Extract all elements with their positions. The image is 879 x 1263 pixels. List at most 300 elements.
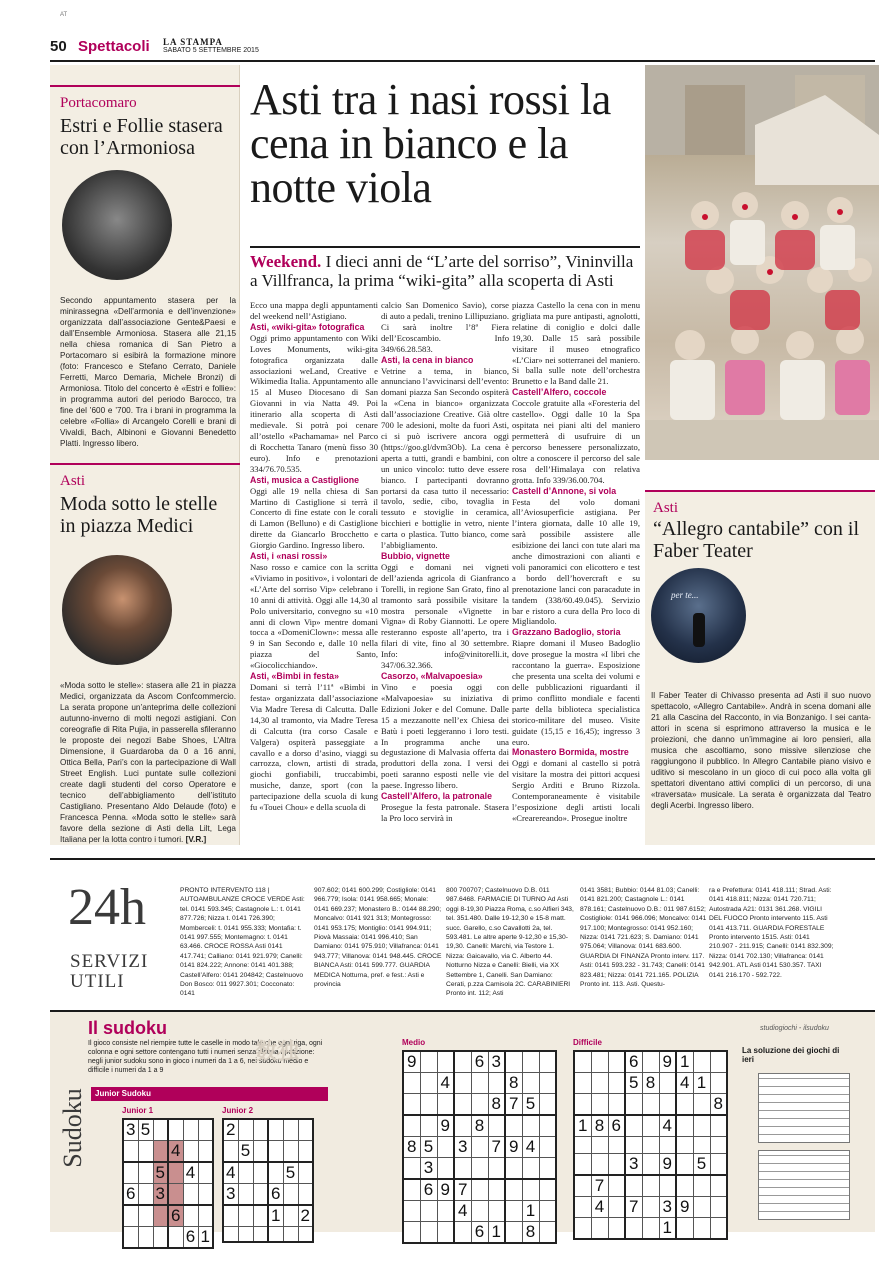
sudoku-cell[interactable]: 6 — [608, 1115, 625, 1137]
junior-sudoku-bar: Junior Sudoku — [91, 1087, 328, 1101]
sudoku-cell[interactable] — [522, 1051, 539, 1073]
sudoku-cell[interactable] — [454, 1222, 471, 1244]
sudoku-cell[interactable] — [574, 1197, 591, 1218]
sudoku-cell[interactable] — [420, 1073, 437, 1094]
sudoku-cell[interactable] — [642, 1051, 659, 1073]
sudoku-cell[interactable]: 8 — [522, 1222, 539, 1244]
sudoku-kanji: 数独 — [255, 1039, 300, 1064]
sudoku-cell[interactable] — [591, 1137, 608, 1154]
article-headline: Asti tra i nasi rossi la cena in bianco e la notte viola — [250, 75, 611, 212]
sudoku-cell[interactable] — [223, 1141, 238, 1163]
box2-signature: [V.R.] — [185, 835, 207, 844]
sudoku-cell[interactable]: 8 — [471, 1115, 488, 1137]
sudoku-cell[interactable] — [659, 1175, 676, 1197]
sudoku-cell[interactable] — [642, 1137, 659, 1154]
sudoku-cell[interactable] — [153, 1141, 168, 1163]
sudoku-cell[interactable] — [539, 1073, 556, 1094]
sudoku-cell[interactable] — [608, 1218, 625, 1240]
sudoku-cell[interactable] — [505, 1179, 522, 1201]
sudoku-cell[interactable] — [608, 1094, 625, 1116]
sudoku-cell[interactable] — [693, 1137, 710, 1154]
sudoku-cell[interactable] — [283, 1227, 298, 1242]
sudoku-cell[interactable]: 1 — [488, 1222, 505, 1244]
sudoku-cell[interactable] — [642, 1154, 659, 1176]
sudoku-cell[interactable] — [437, 1158, 454, 1180]
sudoku-cell[interactable] — [539, 1222, 556, 1244]
sudoku-cell[interactable] — [238, 1184, 253, 1206]
sudoku-cell[interactable]: 3 — [454, 1137, 471, 1158]
sudoku-cell[interactable] — [223, 1205, 238, 1227]
sudoku-cell[interactable]: 4 — [223, 1162, 238, 1184]
sudoku-cell[interactable] — [522, 1158, 539, 1180]
article-paragraph: Ecco una mappa degli appuntamenti del weekend nell’Astigiano. — [250, 300, 378, 321]
services-label — [70, 952, 148, 992]
sudoku-cell[interactable]: 9 — [659, 1051, 676, 1073]
clown-group-photo — [645, 65, 879, 460]
sudoku-cell[interactable] — [539, 1094, 556, 1116]
sudoku-cell[interactable] — [539, 1115, 556, 1137]
sudoku-cell[interactable] — [471, 1158, 488, 1180]
sudoku-cell[interactable] — [471, 1137, 488, 1158]
sudoku-cell[interactable] — [625, 1137, 642, 1154]
left-sidebar — [50, 65, 240, 845]
sudoku-cell[interactable] — [471, 1201, 488, 1222]
sudoku-cell[interactable] — [608, 1197, 625, 1218]
sudoku-cell[interactable]: 6 — [268, 1184, 283, 1206]
sudoku-cell[interactable] — [238, 1119, 253, 1141]
sudoku-cell[interactable] — [505, 1201, 522, 1222]
sudoku-cell[interactable] — [454, 1051, 471, 1073]
sudoku-cell[interactable] — [168, 1227, 183, 1249]
sudoku-cell[interactable] — [298, 1184, 313, 1206]
sudoku-cell[interactable] — [522, 1073, 539, 1094]
sudoku-cell[interactable] — [608, 1137, 625, 1154]
sudoku-cell[interactable] — [168, 1162, 183, 1184]
sudoku-cell[interactable] — [539, 1158, 556, 1180]
sudoku-cell[interactable] — [138, 1162, 153, 1184]
sudoku-cell[interactable] — [710, 1218, 727, 1240]
issue-date: SABATO 5 SETTEMBRE 2015 — [163, 47, 259, 54]
sudoku-cell[interactable] — [298, 1141, 313, 1163]
sudoku-cell[interactable] — [693, 1197, 710, 1218]
sudoku-cell[interactable] — [574, 1094, 591, 1116]
sudoku-cell[interactable]: 5 — [153, 1162, 168, 1184]
sudoku-cell[interactable]: 1 — [693, 1073, 710, 1094]
sudoku-cell[interactable] — [223, 1227, 238, 1242]
sudoku-cell[interactable] — [138, 1184, 153, 1206]
sudoku-cell[interactable]: 5 — [420, 1137, 437, 1158]
sudoku-cell[interactable] — [123, 1205, 138, 1227]
services-24h: 24h — [68, 879, 146, 936]
sudoku-cell[interactable]: 7 — [488, 1137, 505, 1158]
sudoku-cell[interactable] — [591, 1073, 608, 1094]
sudoku-cell[interactable]: 8 — [642, 1073, 659, 1094]
sudoku-cell[interactable] — [153, 1119, 168, 1141]
article-section-heading: Grazzano Badoglio, storia — [512, 627, 621, 638]
sudoku-cell[interactable]: 6 — [471, 1222, 488, 1244]
solution-grid-difficile — [758, 1150, 850, 1220]
sudoku-cell[interactable] — [710, 1197, 727, 1218]
sudoku-cell[interactable] — [522, 1179, 539, 1201]
sudoku-cell[interactable]: 3 — [420, 1158, 437, 1180]
sudoku-cell[interactable] — [198, 1205, 213, 1227]
sudoku-cell[interactable] — [198, 1141, 213, 1163]
sudoku-cell[interactable] — [403, 1179, 420, 1201]
sudoku-cell[interactable] — [153, 1227, 168, 1249]
sudoku-cell[interactable] — [123, 1227, 138, 1249]
sudoku-cell[interactable] — [153, 1205, 168, 1227]
sudoku-cell[interactable] — [471, 1179, 488, 1201]
article-paragraph: Naso rosso e camice con la scritta «Viviamo in positivo», i volontari de «L’Arte del sorriso Vip» celebrano i 10 anni di attività. Oggi alle 14,30 al Polo universitario, convegno su «10 anni di clown Vip» mentre domani tocca a «DomeniClown»: messa alle 9 in San Secondo e, dalle 10 nella piazza del Santo, «Giocolicchiando». — [250, 562, 378, 671]
sudoku-cell[interactable] — [488, 1073, 505, 1094]
article-section-heading: Asti, «Bimbi in festa» — [250, 671, 339, 682]
sudoku-cell[interactable]: 5 — [138, 1119, 153, 1141]
sudoku-cell[interactable]: 8 — [488, 1094, 505, 1116]
sudoku-cell[interactable]: 8 — [403, 1137, 420, 1158]
sudoku-cell[interactable]: 4 — [183, 1162, 198, 1184]
stage-screen-text: per te... — [671, 590, 699, 600]
sudoku-cell[interactable] — [693, 1094, 710, 1116]
sudoku-cell[interactable] — [283, 1141, 298, 1163]
sudoku-cell[interactable] — [505, 1158, 522, 1180]
box1-headline: Estri e Follie stasera con l’Armoniosa — [60, 115, 223, 159]
sudoku-cell[interactable] — [471, 1094, 488, 1116]
sudoku-cell[interactable] — [591, 1154, 608, 1176]
sudoku-cell[interactable] — [403, 1094, 420, 1116]
sudoku-cell[interactable]: 5 — [238, 1141, 253, 1163]
page-header — [0, 0, 879, 65]
sudoku-cell[interactable]: 5 — [693, 1154, 710, 1176]
sudoku-cell[interactable] — [437, 1094, 454, 1116]
sudoku-cell[interactable] — [138, 1141, 153, 1163]
sudoku-cell[interactable] — [608, 1154, 625, 1176]
sudoku-cell[interactable] — [505, 1222, 522, 1244]
sudoku-cell[interactable] — [539, 1137, 556, 1158]
sudoku-cell[interactable] — [253, 1227, 268, 1242]
box-rule — [50, 85, 240, 87]
sudoku-cell[interactable] — [437, 1201, 454, 1222]
article-paragraph: Riapre domani il Museo Badoglio dove prosegue la mostra «I libri che raccontano la guerra». Esposizione che presenta una scelta dei volumi e delle pubblicazioni riguardanti il primo conflitto mondiale e facenti parte della biblioteca specialistica storico-militare del museo. Visite guidate (15,15 e 16,45); ingresso 3 euro. — [512, 638, 640, 747]
sudoku-cell[interactable] — [283, 1119, 298, 1141]
sudoku-cell[interactable]: 8 — [505, 1073, 522, 1094]
sudoku-cell[interactable]: 2 — [223, 1119, 238, 1141]
sudoku-cell[interactable] — [454, 1094, 471, 1116]
sudoku-cell[interactable]: 6 — [168, 1205, 183, 1227]
services-label-1: SERVIZI — [70, 951, 149, 972]
sudoku-cell[interactable] — [710, 1137, 727, 1154]
section-title: Spettacoli — [78, 38, 150, 55]
sudoku-cell[interactable] — [676, 1094, 693, 1116]
sudoku-cell[interactable] — [138, 1205, 153, 1227]
article-paragraph: Prosegue la festa patronale. Stasera la Pro loco servirà in — [381, 802, 509, 823]
services-column: 800 700707; Castelnuovo D.B. 011 987.6468. FARMACIE DI TURNO Ad Asti oggi 8-19,30 Piazza Roma, c.so Alfieri 343, tel. 351.480. Dalle 19-12,30 e 15-8 matt. succ. Garello, c.so Cavallotti 2a, tel. 593.481. Le altre aperte 9-12,30 e 15,30-19,30. Canelli: Marchi, via Testore 1. Nizza: Gaicavallo, via C. Alberto 44. Notturno Nizza e Canelli: Bielli, via XX Settembre 1, Canelli. San Damiano: Cerati, p.zza Camisola 2C. CARABINIERI Pronto int. 112; Asti — [446, 887, 574, 998]
sudoku-cell[interactable]: 9 — [676, 1197, 693, 1218]
sudoku-cell[interactable] — [403, 1073, 420, 1094]
sudoku-cell[interactable]: 9 — [659, 1154, 676, 1176]
sudoku-cell[interactable]: 7 — [625, 1197, 642, 1218]
sudoku-cell[interactable] — [420, 1051, 437, 1073]
sudoku-cell[interactable] — [625, 1115, 642, 1137]
junior1-label: Junior 1 — [122, 1106, 154, 1115]
sudoku-cell[interactable]: 1 — [574, 1115, 591, 1137]
sudoku-cell[interactable] — [710, 1115, 727, 1137]
sudoku-cell[interactable] — [574, 1073, 591, 1094]
article-column-3 — [512, 300, 640, 824]
sudoku-cell[interactable] — [253, 1184, 268, 1206]
sudoku-cell[interactable]: 6 — [471, 1051, 488, 1073]
sudoku-cell[interactable] — [454, 1158, 471, 1180]
sudoku-cell[interactable] — [710, 1051, 727, 1073]
sudoku-cell[interactable] — [253, 1205, 268, 1227]
medio-grid — [402, 1050, 557, 1244]
sudoku-cell[interactable] — [505, 1051, 522, 1073]
sudoku-cell[interactable] — [642, 1218, 659, 1240]
sudoku-cell[interactable] — [574, 1051, 591, 1073]
sudoku-cell[interactable]: 3 — [625, 1154, 642, 1176]
sudoku-cell[interactable] — [539, 1201, 556, 1222]
sudoku-cell[interactable] — [488, 1115, 505, 1137]
article-paragraph: piazza Castello la cena con in menu grigliata ma pure antipasti, agnolotti, relatine di coniglio e dolci dalle 19,30. Dalle 15 sarà possibile visitare il museo etnografico «L’Ciar» nei sotterranei del maniero. Si balla sulle note dell’orchestra Brunetto e la Band dalle 21. — [512, 300, 640, 387]
box1-body: Secondo appuntamento stasera per la minirassegna «Dell’armonia e dell’invenzione» organizzata dall’associazione Gente&Paesi e dall’Ensemble Armoniosa. Stasera alle 21,15 nella chiesa romanica di San Pietro a Portacomaro si esibirà la formazione minore (foto: Francesco e Stefano Cerrato, Daniele Ferretti, Marco Demaria, Michele Bronzi) di Armoniosa. Titolo del concerto è «Estri e follie»: in programma autori del periodo Barocco, tra fine del ’600 e ’700. Tra i brani in programma la celebre «Follia» di Arcangelo Corelli e brani di Vivaldi, Bach, Albinoni e Giovanni Benedetto Platti. Ingresso libero. — [60, 296, 236, 448]
faber-body: Il Faber Teater di Chivasso presenta ad Asti il suo nuovo spettacolo, «Allegro Cantabile». Andrà in scena domani alle 21 alla Cascina del Racconto, in via Bonzanigo. I sei canta-attori in scena si esprimono attraverso la musica e le proiezioni, che danno un’immagine ai loro pensieri, alla musica che ascoltiamo, sono missive silenziose che raggiungono il pubblico. In Allegro Cantabile piano visivo e uditivo si mescolano in un gioco di cui poco alla volta gli spettatori diventano attivi complici di un percorso, di una «traversata» musicale. La serata è organizzata dal Teatro degli Acerbi. Ingresso libero. — [651, 691, 871, 810]
sudoku-cell[interactable] — [268, 1141, 283, 1163]
junior2-label: Junior 2 — [222, 1106, 254, 1115]
sudoku-cell[interactable] — [488, 1158, 505, 1180]
sudoku-cell[interactable] — [625, 1175, 642, 1197]
sudoku-cell[interactable]: 4 — [659, 1115, 676, 1137]
sudoku-cell[interactable]: 4 — [437, 1073, 454, 1094]
services-label-2: UTILI — [70, 971, 125, 992]
sudoku-cell[interactable] — [437, 1051, 454, 1073]
sudoku-cell[interactable] — [642, 1094, 659, 1116]
sudoku-cell[interactable] — [471, 1073, 488, 1094]
box2-headline: Moda sotto le stelle in piazza Medici — [60, 493, 218, 537]
sudoku-cell[interactable] — [420, 1222, 437, 1244]
sudoku-cell[interactable] — [198, 1119, 213, 1141]
sudoku-cell[interactable]: 3 — [659, 1197, 676, 1218]
sudoku-cell[interactable] — [403, 1158, 420, 1180]
sudoku-cell[interactable] — [454, 1073, 471, 1094]
sudoku-cell[interactable] — [298, 1227, 313, 1242]
article-section-heading: Castell’Alfero, la patronale — [381, 791, 492, 802]
sudoku-cell[interactable] — [268, 1162, 283, 1184]
sudoku-cell[interactable] — [710, 1154, 727, 1176]
sudoku-cell[interactable] — [591, 1218, 608, 1240]
sudoku-cell[interactable] — [505, 1115, 522, 1137]
sudoku-cell[interactable]: 9 — [505, 1137, 522, 1158]
sudoku-cell[interactable]: 6 — [123, 1184, 138, 1206]
sudoku-cell[interactable]: 1 — [198, 1227, 213, 1249]
sudoku-cell[interactable]: 8 — [710, 1094, 727, 1116]
sudoku-cell[interactable] — [403, 1115, 420, 1137]
sudoku-cell[interactable] — [253, 1162, 268, 1184]
sudoku-cell[interactable]: 7 — [454, 1179, 471, 1201]
junior2-grid — [222, 1118, 314, 1243]
sudoku-cell[interactable]: 3 — [153, 1184, 168, 1206]
sudoku-cell[interactable]: 4 — [454, 1201, 471, 1222]
solution-label: La soluzione dei giochi di ieri — [742, 1046, 840, 1064]
sudoku-cell[interactable] — [676, 1175, 693, 1197]
box1-kicker: Portacomaro — [60, 95, 137, 111]
sudoku-cell[interactable] — [138, 1227, 153, 1249]
sudoku-credit: studiogiochi - ilsudoku — [760, 1025, 829, 1032]
sudoku-cell[interactable] — [522, 1115, 539, 1137]
sudoku-cell[interactable] — [238, 1227, 253, 1242]
sudoku-cell[interactable] — [298, 1119, 313, 1141]
subhead-kicker: Weekend. — [250, 252, 322, 271]
sudoku-cell[interactable] — [608, 1175, 625, 1197]
article-section-heading: Asti, musica a Castiglione — [250, 474, 360, 485]
sudoku-cell[interactable] — [659, 1073, 676, 1094]
sudoku-cell[interactable]: 5 — [625, 1073, 642, 1094]
sudoku-cell[interactable]: 4 — [591, 1197, 608, 1218]
box2-kicker: Asti — [60, 473, 86, 489]
newspaper-name: LA STAMPA — [163, 37, 223, 47]
sudoku-cell[interactable] — [676, 1218, 693, 1240]
sudoku-cell[interactable] — [238, 1162, 253, 1184]
sudoku-cell[interactable]: 5 — [522, 1094, 539, 1116]
edition-tag: AT — [60, 12, 68, 18]
subhead-text: I dieci anni de “L’arte del sorriso”, Vininvilla a Villfranca, la prima “wiki-gita” alla scoperta di Asti — [250, 252, 634, 290]
sudoku-cell[interactable]: 7 — [505, 1094, 522, 1116]
sudoku-cell[interactable]: 1 — [659, 1218, 676, 1240]
sudoku-cell[interactable]: 9 — [437, 1179, 454, 1201]
sudoku-cell[interactable] — [642, 1175, 659, 1197]
sudoku-cell[interactable]: 6 — [625, 1051, 642, 1073]
sudoku-cell[interactable]: 8 — [591, 1115, 608, 1137]
article-subhead — [250, 252, 640, 290]
sudoku-cell[interactable] — [676, 1115, 693, 1137]
sudoku-cell[interactable] — [283, 1184, 298, 1206]
box-rule — [50, 463, 240, 465]
sudoku-cell[interactable]: 6 — [183, 1227, 198, 1249]
sudoku-cell[interactable] — [168, 1119, 183, 1141]
sudoku-cell[interactable] — [238, 1205, 253, 1227]
sudoku-cell[interactable] — [642, 1115, 659, 1137]
article-section-heading: Bubbio, vignette — [381, 550, 450, 561]
sudoku-cell[interactable] — [676, 1154, 693, 1176]
sudoku-cell[interactable]: 9 — [403, 1051, 420, 1073]
sudoku-cell[interactable] — [420, 1115, 437, 1137]
article-paragraph: Vetrine a tema, in bianco, annunciano l’avvicinarsi dell’evento: domani piazza San Secondo ospiterà la «Cena in bianco» organizzata dall’associazione Creative. Già oltre 700 le adesioni, molte da fuori Asti, ci si può iscrivere ancora oggi (https://goo.gl/dvm3Ob). La cena è aperta a tutti, grandi e bambini, con un unico vincolo: tutto deve essere bianco. I partecipanti dovranno portarsi da casa tutto il necessario: tavolo, sedie, cibo, tovaglia in tessuto e stoviglie in ceramica, bicchieri e bottiglie in vetro, niente carta o plastica. Tutto bianco, come l’abbigliamento. — [381, 365, 509, 551]
sudoku-cell[interactable] — [574, 1137, 591, 1154]
services-column: 907.602; 0141 600.299; Costigliole: 0141 966.779; Isola: 0141 958.665; Monale: 0141 669.237; Monastero B.: 0144 88.290; Moncalvo: 0141 921 313; Montegrosso: 0141 953.175; Montiglio: 0141 994.911; Piovà Massaia: 0141 996.410; San Damiano: 0141 975.910; Villafranca: 0141 943.777; Villanova: 0141 948.445. CROCE BIANCA Asti: 0141 599.777. GUARDIA MEDICA Notturna, pref. e fest.: Asti e provincia — [314, 887, 442, 989]
sudoku-cell[interactable] — [693, 1175, 710, 1197]
sudoku-cell[interactable] — [403, 1201, 420, 1222]
sudoku-cell[interactable] — [437, 1137, 454, 1158]
sudoku-cell[interactable]: 4 — [676, 1073, 693, 1094]
photo-illustration — [645, 65, 879, 460]
sudoku-cell[interactable] — [198, 1184, 213, 1206]
sudoku-cell[interactable]: 4 — [168, 1141, 183, 1163]
article-paragraph: Coccole gratuite alla «Foresteria del castello». Oggi dalle 10 la Spa ospitata nei piani alti del maniero permetterà di usufruire di un percorso benessere personalizzato, oltre a conoscere il percorso del sale rosa dell’Himalaya con relativa grotta. Info 339/36.00.704. — [512, 398, 640, 485]
sudoku-cell[interactable]: 1 — [268, 1205, 283, 1227]
sudoku-cell[interactable]: 7 — [591, 1175, 608, 1197]
sudoku-cell[interactable]: 6 — [420, 1179, 437, 1201]
sudoku-cell[interactable] — [437, 1222, 454, 1244]
sudoku-cell[interactable] — [625, 1218, 642, 1240]
article-section-heading: Asti, i «nasi rossi» — [250, 551, 328, 562]
sudoku-cell[interactable]: 1 — [676, 1051, 693, 1073]
faber-teater-box — [645, 490, 875, 845]
sudoku-cell[interactable] — [676, 1137, 693, 1154]
sudoku-cell[interactable] — [403, 1222, 420, 1244]
sudoku-vertical-label — [58, 1048, 86, 1208]
article-section-heading: Asti, «wiki-gita» fotografica — [250, 321, 365, 332]
sudoku-cell[interactable] — [642, 1197, 659, 1218]
sudoku-cell[interactable] — [659, 1137, 676, 1154]
difficile-grid — [573, 1050, 728, 1240]
sudoku-cell[interactable]: 3 — [123, 1119, 138, 1141]
sudoku-cell[interactable] — [253, 1119, 268, 1141]
sudoku-cell[interactable] — [625, 1094, 642, 1116]
article-section-heading: Casorzo, «Malvapoesia» — [381, 671, 483, 681]
sudoku-cell[interactable] — [591, 1094, 608, 1116]
sudoku-cell[interactable] — [488, 1179, 505, 1201]
sudoku-cell[interactable] — [268, 1227, 283, 1242]
header-rule — [50, 60, 875, 62]
sudoku-cell[interactable] — [574, 1218, 591, 1240]
sudoku-cell[interactable] — [574, 1175, 591, 1197]
sudoku-cell[interactable] — [168, 1184, 183, 1206]
sudoku-cell[interactable] — [608, 1073, 625, 1094]
sudoku-cell[interactable] — [183, 1205, 198, 1227]
sudoku-rules: Il gioco consiste nel riempire tutte le caselle in modo tale che ogni riga, ogni colonna e ogni settore contengano tutti i numeri senza alcuna ripetizione: negli junior sudoku sono in gioco i numeri da 1 a 6, nei sudoku medio e difficile i numeri da 1 a 9 — [88, 1040, 323, 1074]
sudoku-cell[interactable] — [420, 1201, 437, 1222]
sudoku-cell[interactable] — [283, 1205, 298, 1227]
sudoku-cell[interactable]: 2 — [298, 1205, 313, 1227]
article-paragraph: Oggi primo appuntamento con Wiki Loves Monuments, wiki-gita fotografica organizzata dalle associazioni weLand, Creative e Wikimedia Italia. Appuntamento alle 15 al Museo Diocesano di San Giovanni in via Natta 49. Poi itinerario alla scoperta di Asti medievale. Si potrà poi cenare all’ostello «Pachamama» nel Parco di Rocchetta Tanaro (menù fisso 30 euro). Info e prenotazioni 334/76.70.535. — [250, 332, 378, 474]
sudoku-cell[interactable] — [420, 1094, 437, 1116]
sudoku-cell[interactable] — [183, 1141, 198, 1163]
sudoku-cell[interactable] — [183, 1184, 198, 1206]
sudoku-cell[interactable]: 9 — [437, 1115, 454, 1137]
sudoku-cell[interactable] — [298, 1162, 313, 1184]
sudoku-cell[interactable] — [539, 1051, 556, 1073]
faber-kicker: Asti — [653, 500, 679, 516]
sudoku-cell[interactable] — [123, 1141, 138, 1163]
sudoku-cell[interactable] — [693, 1218, 710, 1240]
sudoku-cell[interactable]: 3 — [223, 1184, 238, 1206]
sudoku-cell[interactable] — [608, 1051, 625, 1073]
sudoku-cell[interactable]: 5 — [283, 1162, 298, 1184]
sudoku-cell[interactable] — [253, 1141, 268, 1163]
sudoku-cell[interactable] — [198, 1162, 213, 1184]
sudoku-cell[interactable] — [710, 1073, 727, 1094]
sudoku-cell[interactable] — [591, 1051, 608, 1073]
difficile-label: Difficile — [573, 1038, 602, 1047]
sudoku-cell[interactable] — [183, 1119, 198, 1141]
article-section-heading: Monastero Bormida, mostre — [512, 747, 629, 758]
sudoku-cell[interactable] — [710, 1175, 727, 1197]
sudoku-cell[interactable] — [454, 1115, 471, 1137]
article-paragraph: Vino e poesia oggi con «Malvapoesia» su iniziativa di Edizioni Joker e del Comune. Dalle 15 a mezzanotte nell’ex Chiesa dei Batù i poeti leggeranno i loro testi. In programma anche una degustazione di Malvasia offerta dai produttori della zona. I versi dei poeti saranno esposti nelle vie del paese. Ingresso libero. — [381, 682, 509, 791]
sudoku-cell[interactable] — [488, 1201, 505, 1222]
sudoku-cell[interactable] — [693, 1051, 710, 1073]
article-section-heading: Castell d’Annone, si vola — [512, 485, 617, 496]
sudoku-cell[interactable]: 4 — [522, 1137, 539, 1158]
sudoku-cell[interactable] — [574, 1154, 591, 1176]
sudoku-cell[interactable] — [539, 1179, 556, 1201]
sudoku-cell[interactable] — [693, 1115, 710, 1137]
sudoku-cell[interactable]: 3 — [488, 1051, 505, 1073]
page-number: 50 — [50, 38, 67, 55]
sudoku-cell[interactable] — [268, 1119, 283, 1141]
ensemble-photo — [62, 170, 172, 280]
sudoku-cell[interactable] — [659, 1094, 676, 1116]
sudoku-cell[interactable]: 1 — [522, 1201, 539, 1222]
sudoku-cell[interactable] — [123, 1162, 138, 1184]
